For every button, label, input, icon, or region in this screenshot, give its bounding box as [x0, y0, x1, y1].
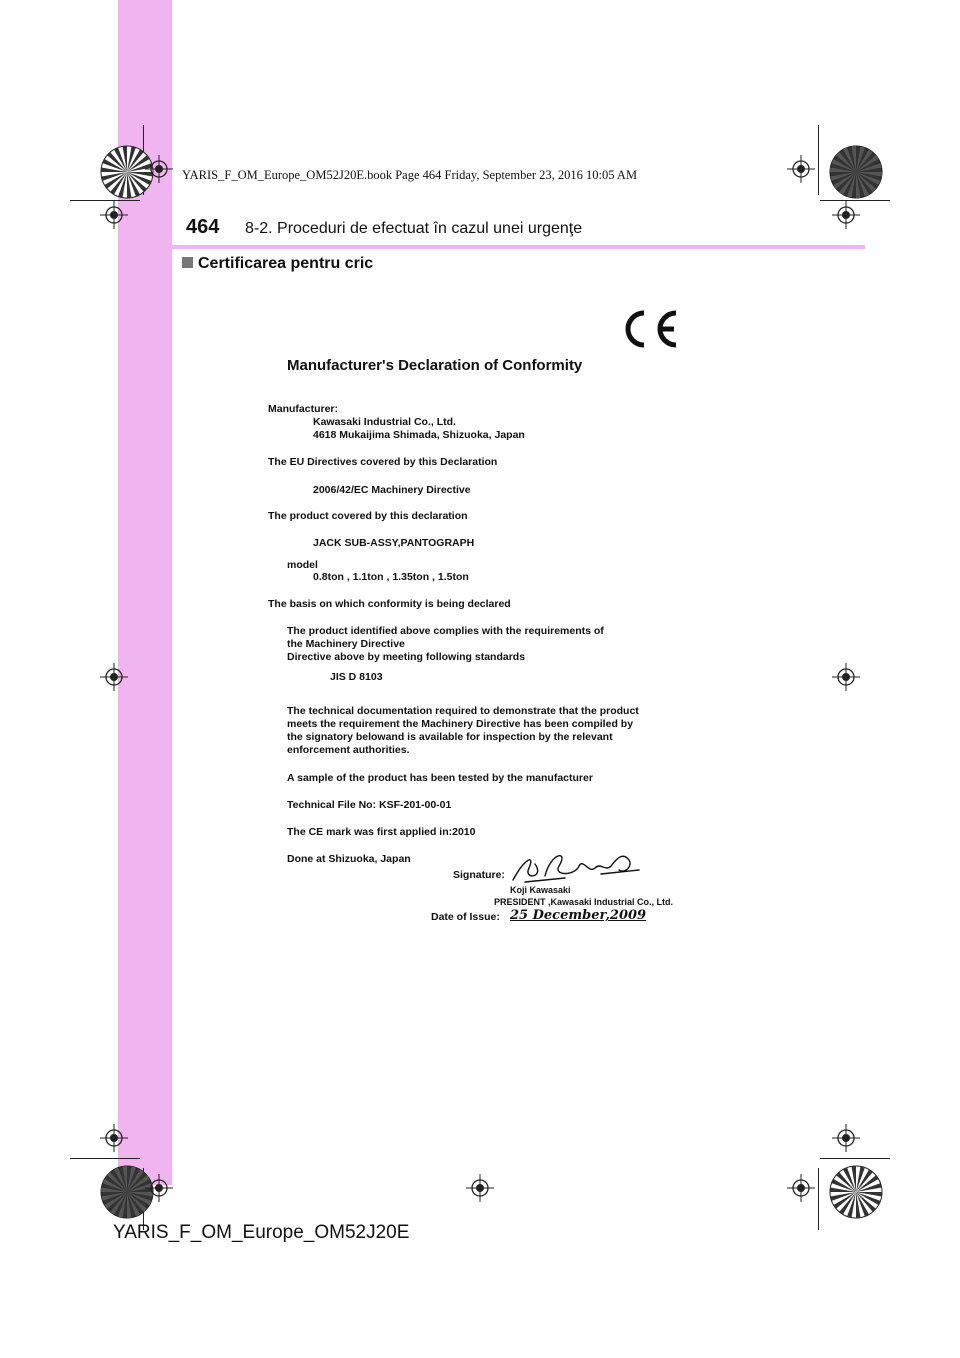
crosshair-target-icon — [100, 663, 128, 691]
basis-line: The product identified above complies with the requirements of — [287, 625, 604, 637]
tech-doc-line: The technical documentation required to demonstrate that the product — [287, 705, 639, 717]
crosshair-target-icon — [145, 155, 173, 183]
section-heading — [182, 255, 373, 273]
crosshair-target-icon — [832, 1124, 860, 1152]
heading-square-icon — [182, 257, 193, 268]
model-values: 0.8ton , 1.1ton , 1.35ton , 1.5ton — [313, 571, 469, 583]
tech-doc-line: enforcement authorities. — [287, 744, 410, 756]
tech-doc-line: meets the requirement the Machinery Directive has been compiled by — [287, 718, 634, 730]
crosshair-target-icon — [100, 1124, 128, 1152]
section-heading-text: Certificarea pentru cric — [198, 255, 374, 272]
product-label: The product covered by this declaration — [268, 510, 468, 522]
ce-first-applied: The CE mark was first applied in:2010 — [287, 826, 476, 838]
crosshair-target-icon — [145, 1174, 173, 1202]
technical-file: Technical File No: KSF-201-00-01 — [287, 799, 452, 811]
file-stamp: YARIS_F_OM_Europe_OM52J20E.book Page 464 Friday, September 23, 2016 10:05 AM — [182, 168, 638, 182]
declaration-title: Manufacturer's Declaration of Conformity — [287, 357, 583, 374]
header-rule — [118, 245, 865, 249]
page-number: 464 — [186, 216, 220, 238]
crop-line — [818, 1168, 819, 1230]
crosshair-target-icon — [832, 201, 860, 229]
crop-line — [70, 1158, 140, 1159]
signatory-title: PRESIDENT ,Kawasaki Industrial Co., Ltd. — [494, 897, 674, 907]
signatory-name: Koji Kawasaki — [510, 885, 571, 895]
standard: JIS D 8103 — [330, 671, 383, 683]
footer-doc-id: YARIS_F_OM_Europe_OM52J20E — [113, 1222, 410, 1243]
basis-line: the Machinery Directive — [287, 638, 405, 650]
basis-label: The basis on which conformity is being declared — [268, 598, 511, 610]
crosshair-target-icon — [787, 155, 815, 183]
directive: 2006/42/EC Machinery Directive — [313, 484, 471, 496]
manufacturer-address: 4618 Mukaijima Shimada, Shizuoka, Japan — [313, 429, 525, 441]
done-at: Done at Shizuoka, Japan — [287, 853, 411, 865]
starburst-icon — [829, 145, 883, 199]
manufacturer-label: Manufacturer: — [268, 403, 339, 415]
ce-mark-icon — [618, 310, 680, 348]
chapter-title: 8-2. Proceduri de efectuat în cazul unei urgenţe — [245, 220, 583, 237]
signature-image — [505, 848, 645, 888]
crosshair-target-icon — [787, 1174, 815, 1202]
crosshair-target-icon — [832, 663, 860, 691]
crop-line — [818, 125, 819, 195]
manufacturer-name: Kawasaki Industrial Co., Ltd. — [313, 416, 456, 428]
directives-label: The EU Directives covered by this Declaration — [268, 456, 498, 468]
model-label: model — [287, 559, 318, 571]
sample-tested: A sample of the product has been tested by the manufacturer — [287, 772, 593, 784]
crosshair-target-icon — [466, 1174, 494, 1202]
issue-date: 25 December,2009 — [510, 908, 647, 923]
tech-doc-line: the signatory belowand is available for inspection by the relevant — [287, 731, 613, 743]
signature-label: Signature: — [453, 869, 505, 881]
product-name: JACK SUB-ASSY,PANTOGRAPH — [313, 537, 475, 549]
crosshair-target-icon — [100, 201, 128, 229]
basis-line: Directive above by meeting following standards — [287, 651, 526, 663]
crop-line — [820, 1158, 890, 1159]
starburst-icon — [829, 1165, 883, 1219]
date-label: Date of Issue: — [431, 911, 500, 923]
